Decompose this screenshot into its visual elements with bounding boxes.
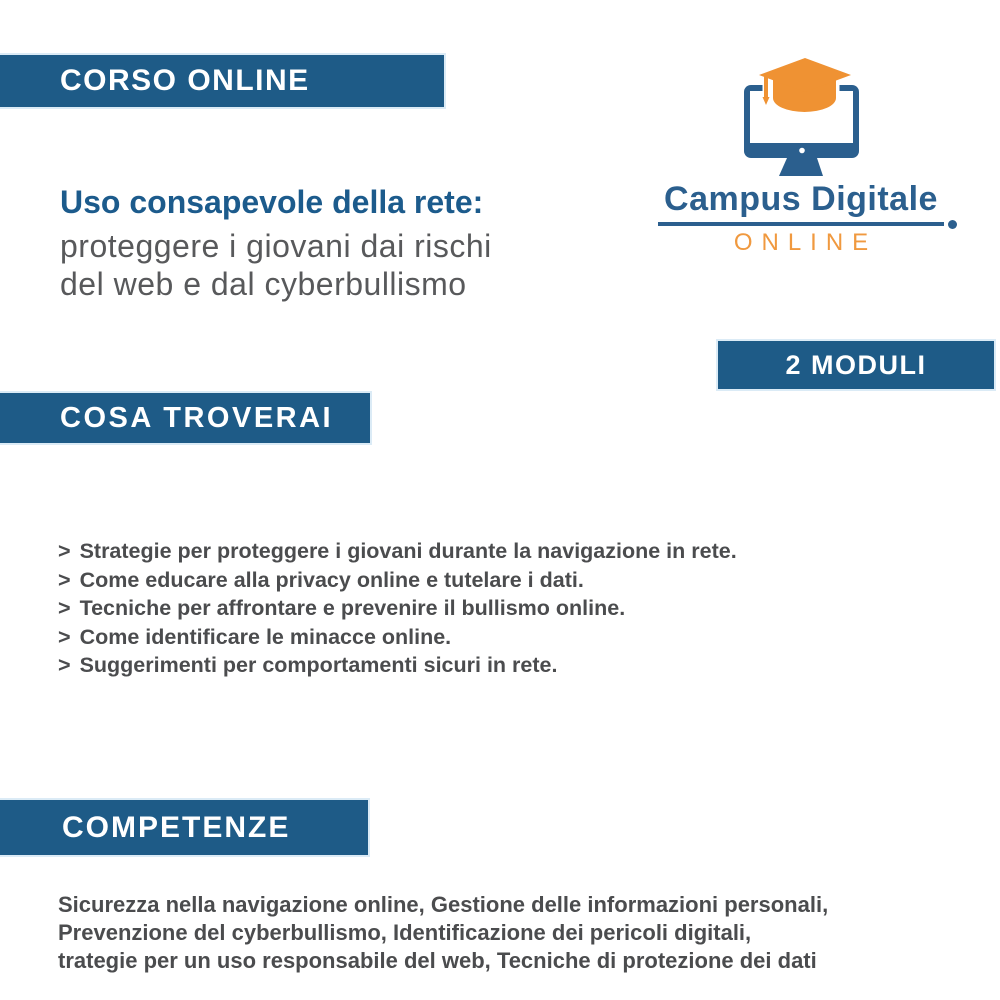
what-you-find-list xyxy=(58,537,958,680)
list-item-text: Come educare alla privacy online e tutelare i dati. xyxy=(79,567,584,592)
bullet-marker: > xyxy=(58,653,71,678)
course-title xyxy=(60,184,640,303)
bullet-marker: > xyxy=(58,624,71,649)
list-item xyxy=(58,566,958,595)
logo-tagline: ONLINE xyxy=(733,229,878,256)
corso-online-banner-label: CORSO ONLINE xyxy=(60,64,310,97)
bullet-marker: > xyxy=(58,539,71,563)
skills-line: trategie per un uso responsabile del web, Tecniche di protezione dei dati xyxy=(58,948,817,973)
cosa-troverai-banner xyxy=(0,393,370,443)
list-item-text: Strategie per proteggere i giovani durante la navigazione in rete. xyxy=(79,539,737,563)
bullet-marker: > xyxy=(58,596,71,621)
course-title-line3: del web e dal cyberbullismo xyxy=(60,266,467,302)
skills-line: Prevenzione del cyberbullismo, Identificazione dei pericoli digitali, xyxy=(58,920,752,945)
list-item xyxy=(58,651,958,680)
list-item-text: Suggerimenti per comportamenti sicuri in rete. xyxy=(79,653,558,678)
modules-badge: 2 MODULI xyxy=(718,341,994,389)
list-item xyxy=(58,537,958,566)
bullet-marker: > xyxy=(58,567,71,592)
list-item xyxy=(58,594,958,623)
list-item xyxy=(58,623,958,652)
logo-wordmark: Campus Digitale xyxy=(664,180,938,218)
competenze-banner-label: COMPETENZE xyxy=(62,810,291,844)
list-item-text: Come identificare le minacce online. xyxy=(79,624,452,649)
skills-line: Sicurezza nella navigazione online, Gestione delle informazioni personali, xyxy=(58,892,829,917)
skills-paragraph xyxy=(58,891,968,975)
course-title-line2: proteggere i giovani dai rischi xyxy=(60,228,492,264)
cosa-troverai-banner-label: COSA TROVERAI xyxy=(60,401,334,434)
course-title-lead: Uso consapevole della rete: xyxy=(60,184,484,220)
corso-online-banner xyxy=(0,55,444,107)
list-item-text: Tecniche per affrontare e prevenire il bullismo online. xyxy=(79,596,626,621)
graduation-cap-monitor-icon xyxy=(736,52,867,178)
logo-underline xyxy=(658,222,944,226)
competenze-banner xyxy=(0,800,368,855)
campus-digitale-logo xyxy=(645,52,957,257)
